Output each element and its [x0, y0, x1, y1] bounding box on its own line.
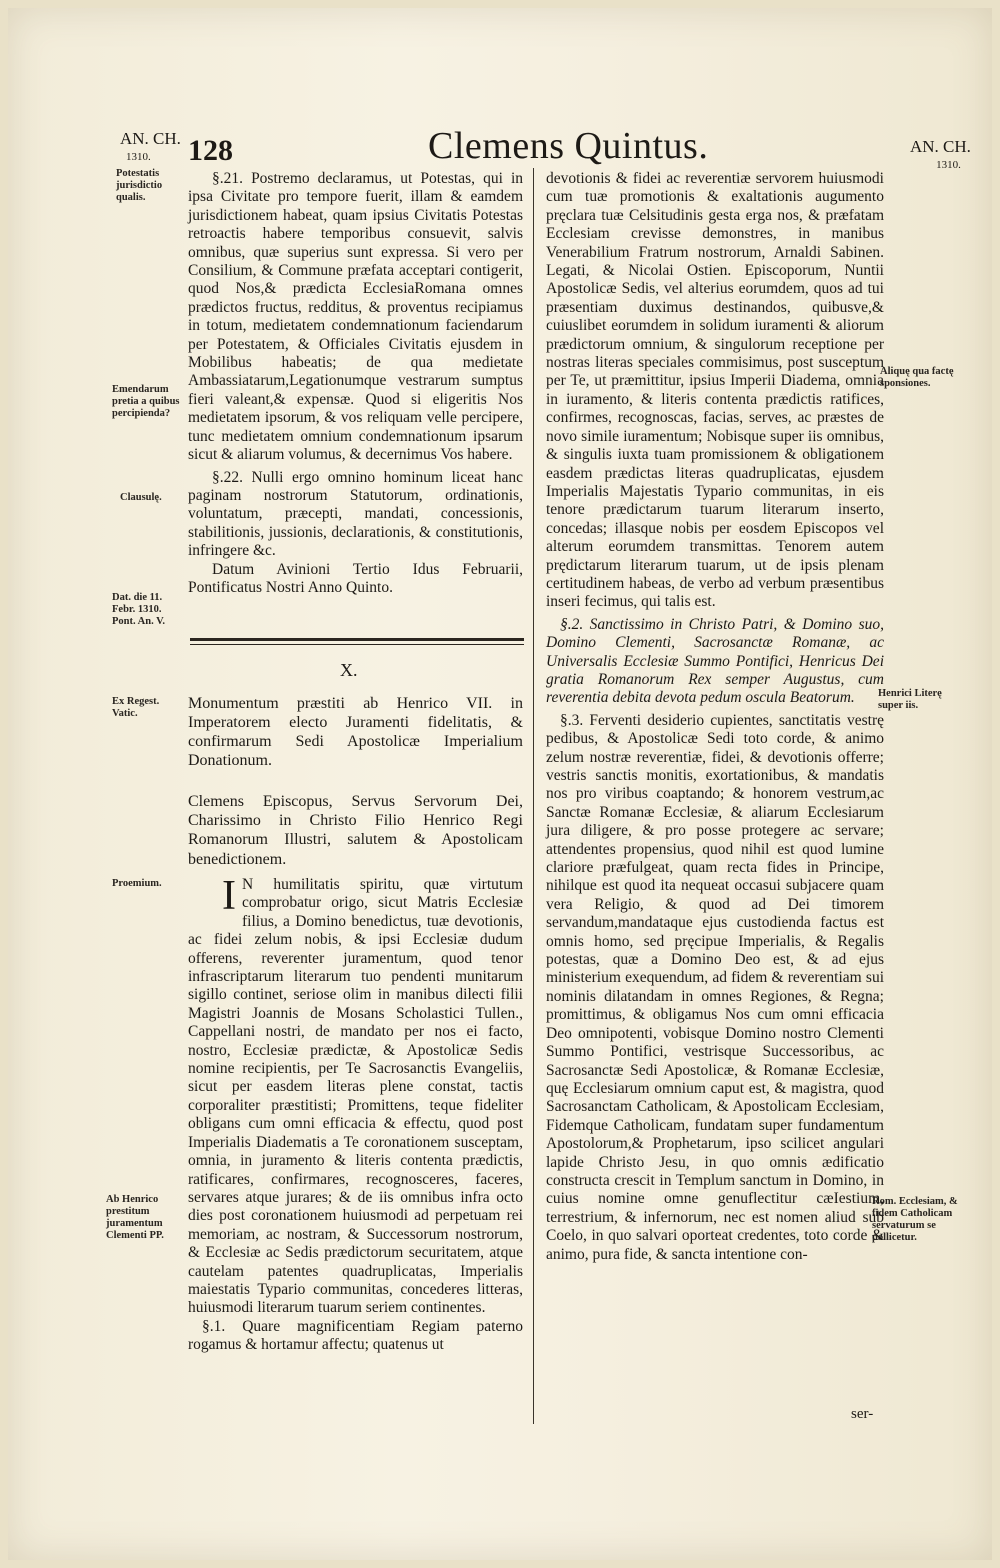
margin-note: Potestatis jurisdictio qualis.: [116, 168, 163, 203]
page-title: Clemens Quintus.: [428, 125, 709, 167]
right-column: [546, 170, 884, 1264]
margin-note: Dat. die 11. Febr. 1310. Pont. An. V.: [112, 592, 166, 627]
paragraph-continuation: devotionis & fidei ac reverentiæ servorem huiusmodi cum tuæ promotionis & exaltationis augumento pręclara tuæ Celsitudinis gesta erga nos, & præfatam Ecclesiam crevisse demonstres, in manibus Venerabilium Fratrum nostrorum, Arnaldi Sabinen. Legati, & Nicolai Ostien. Episcoporum, Nuntii Apostolicæ Sedis, vel alterius eorumdem, quos ad tui præsentiam duximus destinandos, quibusve,& cuiuslibet eorumdem in solidum iuramenti & aliorum prædictorum omnium, & singulorum receptione per nostras literas speciales commisimus, post susceptum per Te, ut præmittitur, ipsius Imperii Diadema, omnia in iuramento, & literis contenta prædictis ratifices, confirmes, recognoscas, facias, serves, ac præstes de novo simile iuramentum; Nobisque super iis omnibus, & singulis iuxta tuam promissionem & obligationem easdem prædictas literas quadruplicatas, ejusdem Imperialis Majestatis Typario communitas, in eis tenore prædictarum tuarum literarum inserto, concedas; illasque nobis per eosdem Episcopos vel alterum eorumdem transmittas. Tenorem autem prędictarum literarum tuarum, ut de ipsis plenam certitudinem habeas, de verbo ad verbum præsentibus inseri fecimus, qui talis est.: [546, 170, 884, 611]
section-rule: [190, 638, 524, 641]
running-head-right: [910, 138, 971, 174]
drop-cap: I: [222, 873, 236, 919]
page-number: 128: [188, 134, 233, 167]
paragraph-2: §.2. Sanctissimo in Christo Patri, & Domino suo, Domino Clementi, Sacrosanctæ Romanæ, ac Universalis Ecclesiæ Summo Pontifici, Henricus Dei gratia Romanorum Rex semper Augustus, cum reverentia debita devota pedum oscula Beatorum.: [546, 615, 884, 707]
year-label: 1310.: [126, 151, 151, 163]
paragraph-21: §.21. Postremo declaramus, ut Potestas, qui in ipsa Civitate pro tempore fuerit, illam & eamdem jurisdictionem habeat, quam ipsius Civitatis Potestas retroactis habere temporibus consuevit, salvis omnibus, quæ superius sunt expressa. Si vero per Consilium, & Commune præfata acceptari contigerit, quod Nos,& prædicta EcclesiaRomana omnes prædictos fructus, redditus, & proventus recipiamus in totum, medietatem condemnationum faciendarum per Potestatem, & Officiales Civitatis ejusdem in Mobilibus habeatis; de qua medietate Ambassiatarum,Legationumque vestrarum sumptus fieri valeant,& expensæ. Quod si eligeritis Nos medietatem ipsorum, & vos reliquam velle percipere, tunc medietatem omnium condemnationum ipsarum sicut & aliarum volumus, & decernimus Vos habere.: [188, 170, 523, 464]
proemium-body: N humilitatis spiritu, quæ virtutum comprobatur origo, sicut Matris Ecclesiæ filius, a Domino benedictus, tuæ devotionis, ac fidei zelum nobis, & ipsi Ecclesiæ dudum offerens, reverenter juramentum, quod tenor infrascriptarum literarum tuo pendenti munitarum sigillo continet, seriose olim in manibus dilecti filii Magistri Joannis de Mosans Scholastici Tullen., Cappellani nostri, de mandato per nos ei facto, nostro, Ecclesiæ prædictæ, & Apostolicæ Sedis nomine recipientis, per Te Sacrosanctis Evangeliis, sicut per easdem literas plene constat, tactis corporaliter præstitisti; Promittens, teque fideliter obligans cum omni efficacia & effectu, quod post Imperialis Diadematis a Te coronationem susceptam, omnia, in juramento & literis contenta prædictis, ratificares, confirmares, recognosceres, faceres, servares atque jurares; & de iis omnibus infra octo dies post coronationem huiusmodi ad perpetuam rei memoriam, ac nostram, & Successorum nostrorum, & Ecclesiæ ac Sedis prædictorum securitatem, atque cautelam patentes quadruplicatas, Imperialis maiestatis Typario communitas, concederes litteras, huiusmodi literarum tuarum seriem continentes.: [188, 876, 523, 1317]
monumentum-heading: Monumentum præstiti ab Henrico VII. in Imperatorem electo Juramenti fidelitatis, & confirmarum Sedi Apostolicæ Imperialium Donationum.: [188, 695, 523, 769]
year-label: 1310.: [936, 159, 961, 171]
paragraph-3: §.3. Ferventi desiderio cupientes, sanctitatis vestrę pedibus, & Apostolicæ Sedi toto corde, & animo zelum nostræ reverentiæ, fidei, & devotionis offerre; vestris sanctis monitis, exortationibus, & mandatis nos pro viribus coaptando; & honorem vestrum,ac Sanctæ Romanæ Ecclesiæ, & aliarum Ecclesiarum jura diligere, & pro posse protegere ac servare; attendentes propensius, quod nihil est quod lumine clariore præfulgeat, quam recta fides in Principe, nihilque est quod ita nequeat occasui subjacere quam vera Religio, & quod ad Dei timorem servandum,mandataque ejus custodienda factus est omnis homo, sed pręcipue Imperialis, & Regalis potestas, quæ a Domino Deo est, & ad ejus ministerium exequendum, ad fidem & reverentiam sui nominis dilatandam in omnes Regiones, & Regna; promittimus, & obligamus Nos cum omni efficacia Deo omnipotenti, vobisque Domino nostro Clementi Summo Pontifici, vestrisque Successoribus, ac Sacrosanctæ Sedi Apostolicæ, & Romanæ Ecclesiæ, quę Ecclesiarum omnium caput est, & magistra, quod Sacrosanctam Catholicam, & Apostolicam Ecclesiam, Fidemque Catholicam, fundatam super fundamentum Apostolorum,& Prophetarum, ipso scilicet angulari lapide Christo Jesu, in quo omnis ædificatio constructa crescit in Templum sanctum in Domino, in cuius nomine omne genuflectitur cæIestium, terrestrium, & infernorum, nec est nomen aliud sub Coelo, in quo salvari oporteat credentes, toto corde & animo, pura fide, & sancta intentione con-: [546, 711, 884, 1263]
margin-note: Proemium.: [112, 878, 162, 889]
datum-line: Datum Avinioni Tertio Idus Februarii, Pontificatus Nostri Anno Quinto.: [188, 560, 523, 596]
margin-note: Ex Regest. Vatic.: [112, 696, 160, 719]
section-number: X.: [340, 660, 358, 680]
margin-note: Ab Henrico prestitum juramentum Clementi PP.: [106, 1194, 164, 1241]
catchword: ser-: [851, 1406, 874, 1422]
an-ch-label: AN. CH.: [910, 137, 971, 156]
margin-note: Henrici Literę super iis.: [878, 688, 942, 711]
margin-note: Aliquę qua factę sponsiones.: [880, 366, 954, 389]
section-rule-thin: [190, 644, 524, 645]
running-head-left: [120, 130, 181, 166]
paragraph-22: §.22. Nulli ergo omnino hominum liceat hanc paginam nostrorum Statutorum, ordinationis, voluntatum, præcepti, mandati, concessionis, stabilitionis, jussionis, declarationis, & constitutionis, infringere &c.: [188, 468, 523, 560]
book-page: [8, 8, 992, 1560]
salutation: Clemens Episcopus, Servus Servorum Dei, Charissimo in Christo Filio Henrico Regi Romanorum Illustri, salutem & Apostolicam benedictionem.: [188, 793, 523, 868]
margin-note: Rom. Ecclesiam, & fidem Catholicam servaturum se pollicetur.: [872, 1196, 958, 1243]
column-divider: [533, 168, 534, 1424]
an-ch-label: AN. CH.: [120, 129, 181, 148]
margin-note: Clausulę.: [120, 492, 162, 503]
margin-note: Emendarum pretia a quibus percipienda?: [112, 384, 180, 419]
left-column-top: [188, 170, 523, 597]
proemium-text: [188, 873, 523, 1370]
paragraph-1: §.1. Quare magnificentiam Regiam paterno rogamus & hortamur affectu; quatenus ut: [188, 1317, 523, 1354]
